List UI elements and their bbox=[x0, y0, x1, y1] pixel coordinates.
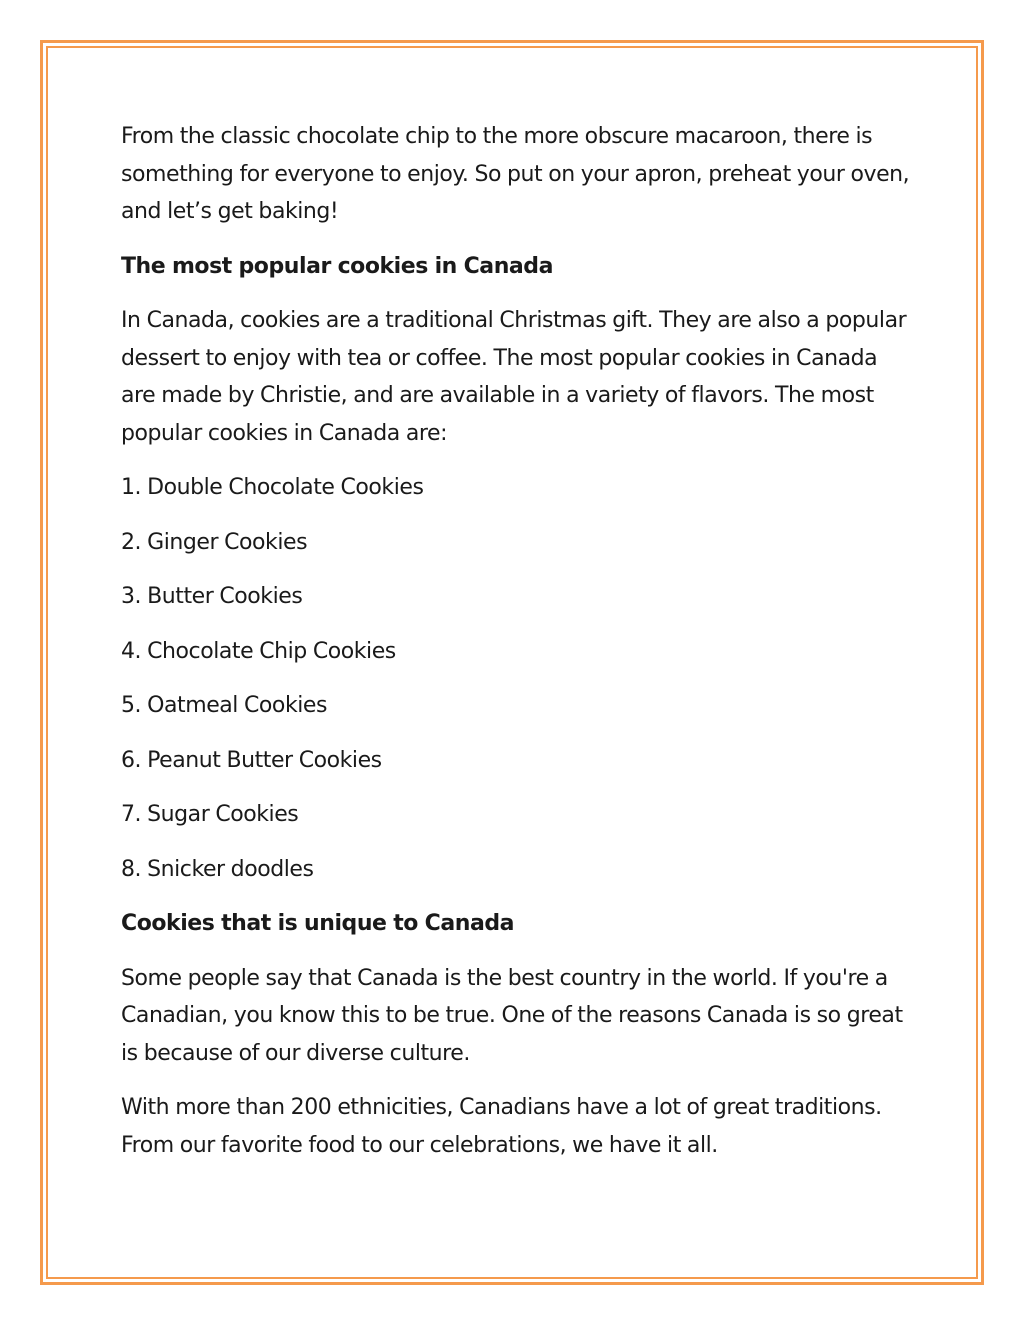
list-item: 5. Oatmeal Cookies bbox=[121, 693, 327, 718]
document-body bbox=[121, 118, 911, 1181]
list-item: 8. Snicker doodles bbox=[121, 856, 314, 882]
list-item: 4. Chocolate Chip Cookies bbox=[121, 638, 396, 664]
list-item: 1. Double Chocolate Cookies bbox=[121, 475, 424, 500]
unique-paragraph-2: With more than 200 ethnicities, Canadians have a lot of great traditions. From our favorite food to our celebrations, we have it all. bbox=[121, 1095, 882, 1158]
canada-intro-paragraph: In Canada, cookies are a traditional Christmas gift. They are also a popular dessert to enjoy with tea or coffee. The most popular cookies in Canada are made by Christie, and are available in a variety of flavors. The most popular cookies in Canada are: bbox=[121, 308, 907, 446]
list-item: 6. Peanut Butter Cookies bbox=[121, 747, 382, 773]
unique-paragraph-1: Some people say that Canada is the best country in the world. If you're a Canadian, you know this to be true. One of the reasons Canada is so great is because of our diverse culture. bbox=[121, 965, 903, 1066]
heading-unique-cookies: Cookies that is unique to Canada bbox=[121, 911, 515, 936]
list-item: 3. Butter Cookies bbox=[121, 584, 303, 609]
heading-popular-cookies: The most popular cookies in Canada bbox=[121, 253, 553, 279]
list-item: 2. Ginger Cookies bbox=[121, 529, 308, 555]
intro-paragraph: From the classic chocolate chip to the more obscure macaroon, there is something for everyone to enjoy. So put on your apron, preheat your oven, and let’s get baking! bbox=[121, 124, 910, 224]
list-item: 7. Sugar Cookies bbox=[121, 802, 299, 827]
